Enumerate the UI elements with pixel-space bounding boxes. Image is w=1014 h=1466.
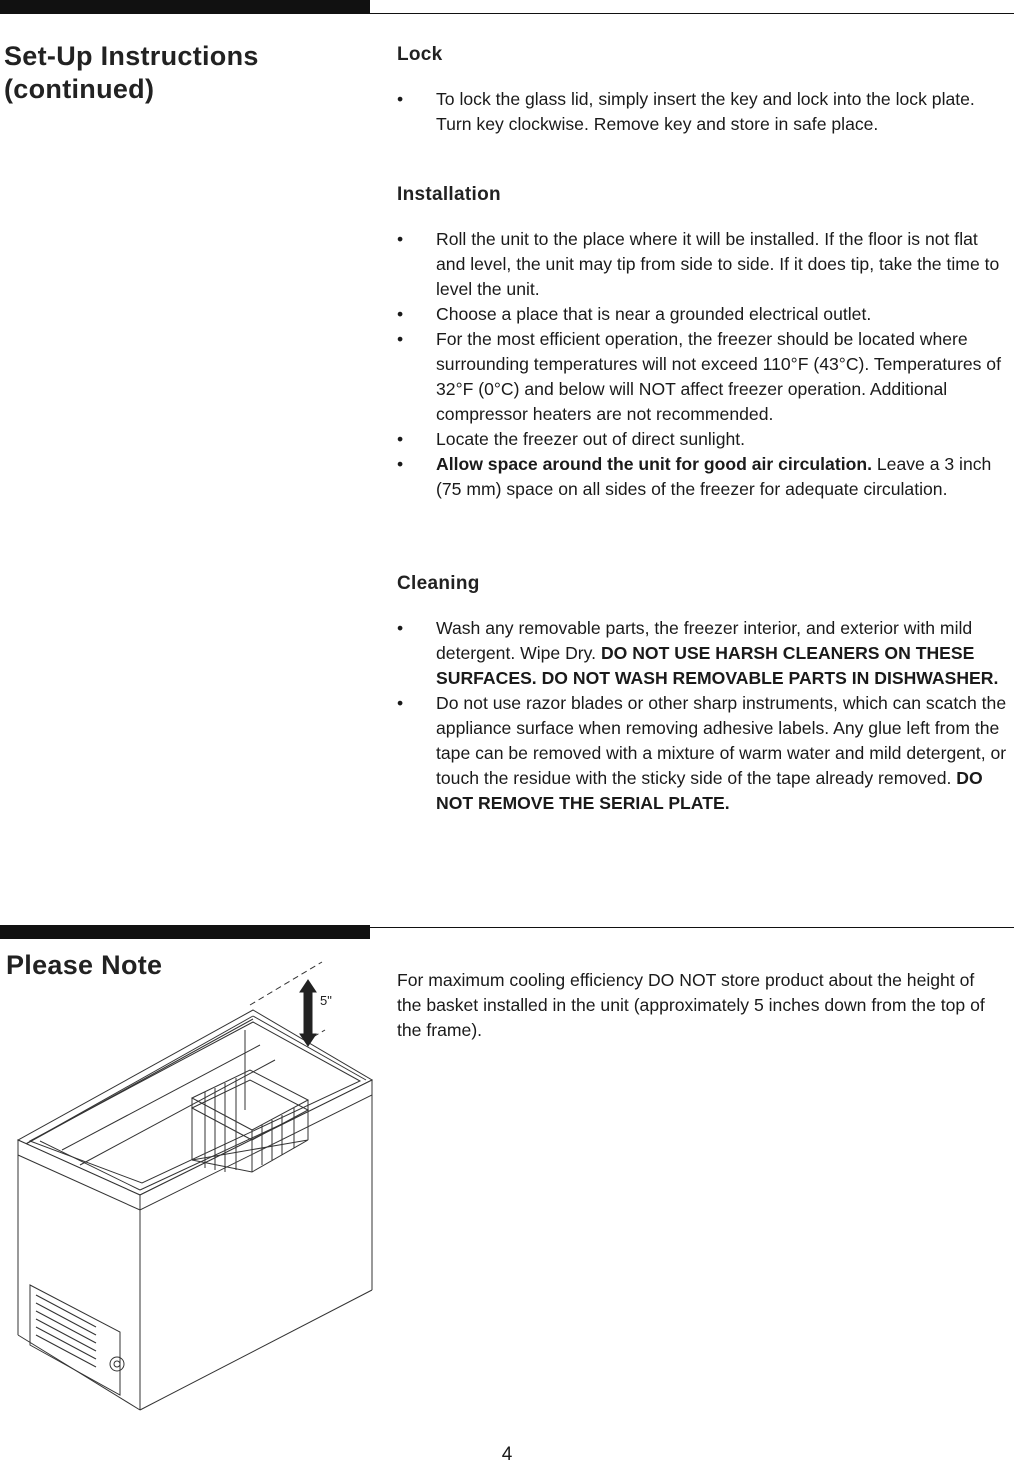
list-item: • To lock the glass lid, simply insert the key and lock into the lock plate. Turn key clockwise. Remove key and store in safe place. [397,89,975,134]
list-item: • Locate the freezer out of direct sunlight. [397,429,746,449]
note-title: Please Note [6,950,163,980]
dimension-label: 5" [320,993,332,1008]
note-text: For maximum cooling efficiency DO NOT store product about the height of the basket installed in the unit (approximately 5 inches down from the top of the frame). [397,970,985,1040]
lock-section [397,44,1009,137]
cleaning-section [397,573,1009,816]
note-bar [0,925,370,939]
lock-heading: Lock [397,44,443,65]
note-rule [370,927,1014,928]
installation-heading: Installation [397,184,501,205]
list-item: • Wash any removable parts, the freezer interior, and exterior with mild detergent. Wipe Dry. DO NOT USE HARSH CLEANERS ON THESE SURFACES. DO NOT WASH REMOVABLE PARTS IN DISHWASHER. [397,618,999,688]
list-item: • Do not use razor blades or other sharp instruments, which can scatch the appliance surface when removing adhesive labels. Any glue left from the tape can be removed with a mixture of warm water and mild detergent, or touch the residue with the sticky side of the tape already removed. DO NOT REMOVE THE SERIAL PLATE. [397,693,1007,813]
list-item: • Roll the unit to the place where it will be installed. If the floor is not flat and level, the unit may tip from side to side. If it does tip, take the time to level the unit. [397,229,1000,299]
header-rule [370,13,1014,14]
page-title [4,40,259,106]
list-item: • For the most efficient operation, the freezer should be located where surrounding temperatures will not exceed 110°F (43°C). Temperatures of 32°F (0°C) and below will NOT affect freezer operation. Additional compressor heaters are not recommended. [397,329,1001,424]
page-title-line2: (continued) [4,74,155,104]
cleaning-heading: Cleaning [397,573,480,594]
page-number: 4 [501,1444,513,1465]
installation-section [397,184,1009,502]
page-title-line1: Set-Up Instructions [4,41,259,71]
header-bar [0,0,370,14]
freezer-illustration [0,955,390,1425]
list-item: • Choose a place that is near a grounded electrical outlet. [397,304,872,324]
list-item: • Allow space around the unit for good air circulation. Leave a 3 inch (75 mm) space on all sides of the freezer for adequate circulation. [397,454,992,499]
